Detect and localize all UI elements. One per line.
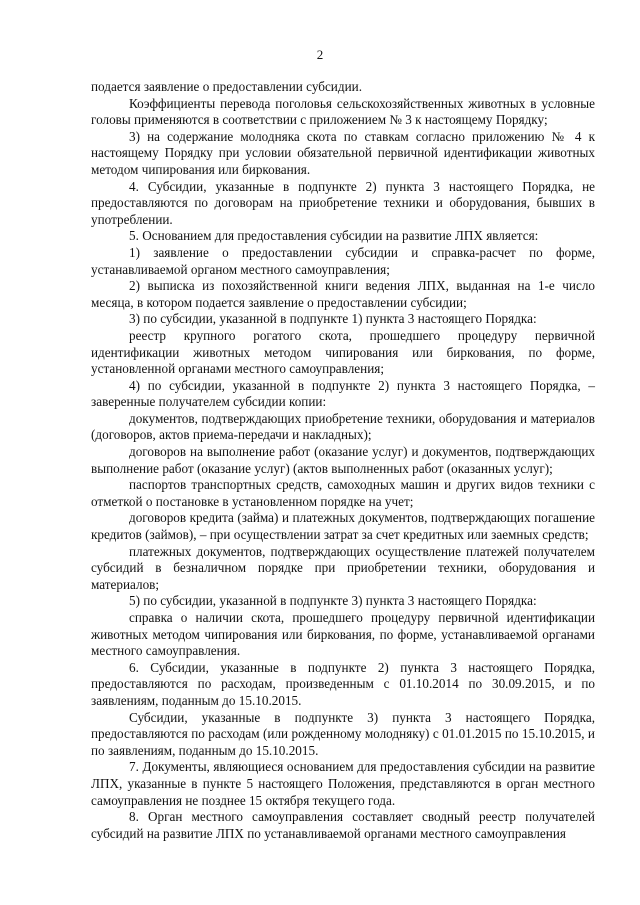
paragraph-8: 3) по субсидии, указанной в подпункте 1) пункта 3 настоящего Порядка: — [129, 311, 537, 327]
paragraph-3: 3) на содержание молодняка скота по ставкам согласно приложению № 4 к настоящему Порядку при условии обязательной первичной идентификации животных методом чипирования или биркования. — [91, 128, 595, 177]
paragraph-4: 4. Субсидии, указанные в подпункте 2) пункта 3 настоящего Порядка, не предоставляются по договорам на приобретение техники и оборудования, бывших в употреблении. — [91, 178, 595, 227]
paragraph-12: договоров на выполнение работ (оказание услуг) и документов, подтверждающих выполнение работ (оказание услуг) (актов выполненных работ (оказанных услуг); — [91, 444, 595, 476]
paragraph-1: подается заявление о предоставлении субсидии. — [91, 79, 362, 94]
paragraph-19: Субсидии, указанные в подпункте 3) пункта 3 настоящего Порядка, предоставляются по расходам (или рожденному молодняку) с 01.01.2015 по 15.10.2015, и по заявлениям, поданным до 15.10.2015. — [91, 709, 595, 758]
paragraph-14: договоров кредита (займа) и платежных документов, подтверждающих погашение кредитов (займов), – при осуществлении затрат за счет кредитных или заемных средств; — [91, 510, 595, 543]
paragraph-16: 5) по субсидии, указанной в подпункте 3) пункта 3 настоящего Порядка: — [129, 593, 537, 609]
paragraph-13: паспортов транспортных средств, самоходных машин и других видов техники с отметкой о постановке в установленном порядке на учет; — [91, 477, 595, 509]
paragraph-9: реестр крупного рогатого скота, прошедшего процедуру первичной идентификации животных методом чипирования или биркования, по форме, установленной органами местного самоуправления; — [91, 327, 595, 377]
paragraph-10: 4) по субсидии, указанной в подпункте 2) пункта 3 настоящего Порядка, – заверенные получателем субсидии копии: — [91, 377, 595, 410]
page-number: 2 — [316, 47, 324, 62]
paragraph-21: 8. Орган местного самоуправления составляет сводный реестр получателей субсидий на развитие ЛПХ по устанавливаемой органами местного самоуправления — [91, 809, 595, 841]
document-body — [91, 79, 595, 842]
paragraph-17: справка о наличии скота, прошедшего процедуру первичной идентификации животных методом чипирования или биркования, по форме, устанавливаемой органами местного самоуправления. — [91, 610, 595, 659]
paragraph-7: 2) выписка из похозяйственной книги ведения ЛПХ, выданная на 1-е число месяца, в котором подается заявление о предоставлении субсидии; — [91, 278, 595, 310]
paragraph-2: Коэффициенты перевода поголовья сельскохозяйственных животных в условные головы применяются в соответствии с приложением № 3 к настоящему Порядку; — [91, 95, 595, 128]
paragraph-18: 6. Субсидии, указанные в подпункте 2) пункта 3 настоящего Порядка, предоставляются по расходам, произведенным с 01.10.2014 по 30.09.2015, и по заявлениям, поданным до 15.10.2015. — [91, 659, 595, 708]
paragraph-6: 1) заявление о предоставлении субсидии и справка-расчет по форме, устанавливаемой органом местного самоуправления; — [91, 244, 595, 277]
paragraph-15: платежных документов, подтверждающих осуществление платежей получателем субсидий в безналичном порядке при приобретении техники, оборудования и материалов; — [91, 543, 595, 592]
paragraph-5: 5. Основанием для предоставления субсидии на развитие ЛПХ является: — [129, 228, 539, 244]
paragraph-20: 7. Документы, являющиеся основанием для предоставления субсидии на развитие ЛПХ, указанные в пункте 5 настоящего Положения, представляются в орган местного самоуправления не позднее 15 октября текущего года. — [91, 759, 595, 808]
paragraph-11: документов, подтверждающих приобретение техники, оборудования и материалов (договоров, актов приема-передачи и накладных); — [91, 410, 595, 443]
